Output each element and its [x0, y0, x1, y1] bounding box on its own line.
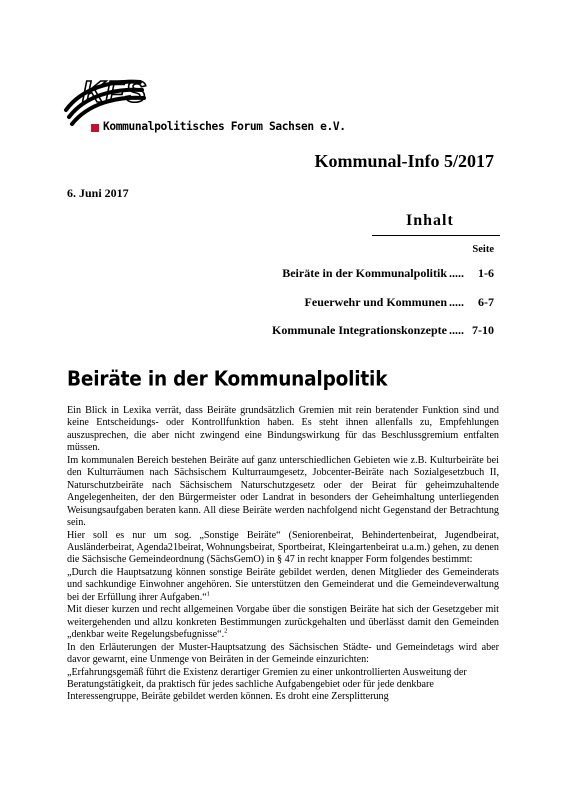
toc-entry-title: Kommunale Integrationskonzepte [272, 323, 447, 337]
article-body [67, 405, 499, 704]
document-title: Kommunal-Info 5/2017 [314, 151, 494, 171]
toc-page-column-label: Seite [472, 244, 494, 255]
toc-entry-pages: 6-7 [478, 295, 494, 309]
paragraph-text: Mit dieser kurzen und recht allgemeinen Vorgabe über die sonstigen Beiräte hat sich der Gesetzgeber mit weitergehenden und allzu konkreten Bestimmungen zurückgehalten und überlässt damit den Gemeinden „denkbar weite Regelungsbefugnisse“. [67, 604, 499, 641]
paragraph: Hier soll es nur um sog. „Sonstige Beiräte“ (Seniorenbeirat, Behindertenbeirat, Jugendbeirat, Ausländerbeirat, Agenda21beirat, Wohnungsbeirat, Sportbeirat, Kleingartenbeirat u.a.m.) gehen, zu denen die Sächsische Gemeindeordnung (SächsGemO) in § 47 in recht knapper Form folgendes bestimmt: [67, 529, 499, 566]
toc-heading: Inhalt [406, 212, 454, 229]
toc-entry-dots: ..... [449, 323, 464, 337]
paragraph: In den Erläuterungen der Muster-Hauptsatzung des Sächsischen Städte- und Gemeindetags wird aber davor gewarnt, eine Unmenge von Beiräten in der Gemeinde einzurichten: [67, 641, 499, 666]
toc-entry[interactable] [282, 266, 494, 281]
quote-paragraph: „Erfahrungsgemäß führt die Existenz derartiger Gremien zu einer unkontrollierten Ausweitung der Beratungstätigkeit, da praktisch für jedes sachliche Aufgabengebiet oder für jede denkbare Interessengruppe, Beiräte gebildet werden können. Es droht eine Zersplitterung [67, 666, 467, 703]
organization-name: Kommunalpolitisches Forum Sachsen e.V. [103, 120, 346, 133]
logo-acronym: KFS [82, 74, 147, 109]
toc-entry-dots: ..... [449, 266, 464, 280]
toc-entry-title: Feuerwehr und Kommunen [304, 295, 447, 309]
paragraph [67, 604, 499, 641]
footnote-mark[interactable]: 1 [206, 590, 210, 598]
paragraph: Im kommunalen Bereich bestehen Beiräte auf ganz unterschiedlichen Gebieten wie z.B. Kulturbeiräte bei den Kulturräumen nach Sächsischem Kulturraumgesetz, Jobcenter-Beiräte nach Sozialgesetzbuch II, Naturschutzbeiräte nach Sächsischem Naturschutzgesetz oder der Beirat für geheimzuhaltende Angelegenheiten, der den Bürgermeister oder Landrat in besonders der Geheimhaltung unterliegenden Weisungsaufgaben beraten kann. All diese Beiräte werden nachfolgend nicht Gegenstand der Betrachtung sein. [67, 454, 499, 529]
toc-divider [372, 235, 500, 236]
section-heading: Beiräte in der Kommunalpolitik [67, 368, 388, 391]
paragraph: Ein Blick in Lexika verrät, dass Beiräte grundsätzlich Gremien mit rein beratender Funktion sind und keine Entscheidungs- oder Kontrollfunktion haben. Es steht ihnen allenfalls zu, Empfehlungen auszusprechen, die aber nicht zwingend eine Bindungswirkung für das Beschlussgremium entfalten müssen. [67, 405, 499, 454]
toc-entry-pages: 1-6 [478, 266, 494, 280]
quote-text: „Durch die Hauptsatzung können sonstige Beiräte gebildet werden, denen Mitglieder des Gemeinderats und sachkundige Einwohner angehören. Sie unterstützen den Gemeinderat und die Gemeindeverwaltung bei der Erfüllung ihrer Aufgaben.“ [67, 566, 499, 603]
toc-entry-dots: ..... [449, 295, 464, 309]
quote-paragraph [67, 567, 499, 604]
toc-entry[interactable] [305, 295, 494, 310]
document-date: 6. Juni 2017 [67, 186, 129, 200]
logo-red-square [91, 124, 99, 132]
toc-entry-title: Beiräte in der Kommunalpolitik [282, 266, 447, 280]
toc-entry[interactable] [272, 323, 494, 338]
footnote-mark[interactable]: 2 [224, 627, 228, 635]
toc-entry-pages: 7-10 [472, 323, 494, 337]
